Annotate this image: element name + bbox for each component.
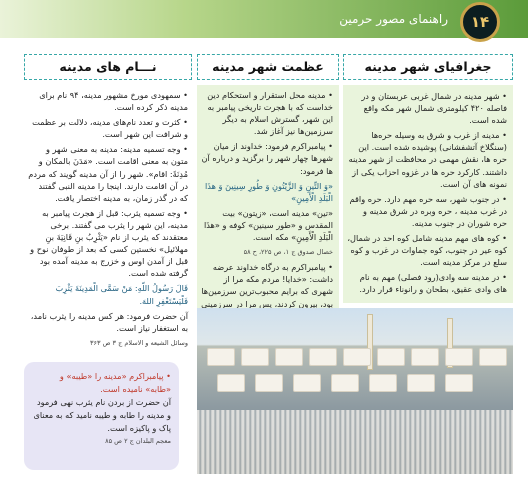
geography-body: [343, 85, 513, 303]
greatness-column: [197, 54, 339, 318]
umbrella-shape: [407, 374, 435, 392]
tayyibah-callout: [24, 362, 179, 470]
umbrella-shape: [217, 374, 245, 392]
greatness-para: • پیامبراکرم به درگاه خداوند عرضه داشت: «خدایا! مردم مکه مرا از شهری که برایم محبوب‌ترین سرزمین‌ها بود، بیرون کردند، پس مرا در سرزمینی: [201, 262, 333, 309]
umbrella-shape: [309, 348, 337, 366]
geography-para: • در مدینه سه وادی(رود فصلی) مهم به نام های وادی عقیق، بطحان و رانوناء قرار دارد.: [359, 272, 507, 295]
umbrella-shape: [479, 348, 507, 366]
greatness-para: • مدینه محل استقرار و استحکام دین خداست که با هجرت تاریخی پیامبر به این شهر، گسترش اسلام به دیگر سرزمین‌ها نیز آغاز شد.: [207, 90, 333, 137]
callout-line: • پیامبراکرم «مدینه را «طیبه» و «طابه» نامیده است.: [59, 371, 171, 394]
geography-title: جغرافیای شهر مدینه: [343, 54, 513, 80]
reference: خصال صدوق ج ۱، ص ۲۲۵، ح ۵۸: [243, 248, 333, 257]
names-para: • وجه تسمیه مدینه: مدینه به معنی شهر و متون به معنی اقامت است. «مَدَنَ بالمکان و مُدِنَةً: اقام». شهر را از آن مدینه گویند که مردم در آن اقامت دارند. اینجا را مدینه النبی گفتند که در گذر زمان، به مدینه اختصار یافت.: [28, 144, 188, 203]
geography-column: [343, 54, 513, 303]
umbrella-shape: [377, 348, 405, 366]
umbrella-shape: [255, 374, 283, 392]
umbrella-shape: [445, 374, 473, 392]
umbrella-shape: [275, 348, 303, 366]
names-para: • وجه تسمیه یثرب: قبل از هجرت پیامبر به مدینه، این شهر را یثرب می گفتند. برخی معتقدند که یثرب از نام «یَثْرِبُ بنِ قَانِیَةَ بنِ مهلائیل» نخستین کسی که بعد از طوفان نوح و قبل از آمدن اوس و خزرج به مدینه آمده بود گرفته شده است.: [30, 207, 188, 279]
quran-verse: «وَ التِّینِ وَ الزَّیْتُونِ وَ طُورِ سِینِینَ وَ هذَا الْبَلَدِ الْأَمِینِ»: [205, 180, 333, 203]
greatness-title: عظمت شهر مدینه: [197, 54, 339, 80]
umbrella-shape: [241, 348, 269, 366]
umbrella-shape: [369, 374, 397, 392]
geography-para: • در جنوب شهر، سه حره مهم دارد. حره واقم در غرب مدینه ، حره وبره در شرق مدینه و حره شوران در جنوب مدینه.: [349, 193, 507, 228]
umbrella-shape: [411, 348, 439, 366]
geography-para: • شهر مدینه در شمال غربی عربستان و در فاصله ۴۲۰ کیلومتری شمال شهر مکه واقع شده است.: [361, 91, 507, 126]
geography-para: • مدینه از غرب و شرق به وسیله حره‌ها (سنگلاخ آتشفشانی) پوشیده شده است. این حره ها، نقش مهمی در محافظت از شهر مدینه داشتند. کارکرد حره ها در غزوه احزاب یکی از نمونه های آن است.: [348, 130, 507, 189]
page-number-badge: ۱۴: [460, 2, 500, 42]
geography-para: • کوه های مهم مدینه شامل کوه احد در شمال، کوه عیر در جنوب، کوه جماوات در غرب و کوه سلع در مرکز مدینه است.: [347, 233, 507, 268]
umbrella-shape: [207, 348, 235, 366]
page-header: [0, 0, 528, 38]
umbrella-shape: [293, 374, 321, 392]
greatness-body: [197, 85, 339, 318]
umbrella-shape: [445, 348, 473, 366]
greatness-para: «تین» مدینه است، «زیتون» بیت المقدس و «طور سینین» کوفه و «هذَا الْبَلَدِ الْأَمِینِ» مکه است.: [203, 207, 333, 243]
reference: وسائل الشیعه و الاسلام ج ۳ ص ۳۶۳: [90, 338, 188, 347]
names-body: [24, 85, 192, 356]
names-para: آن حضرت فرمود: هر کس مدینه را یثرب نامد، به استغفار نیاز است.: [30, 310, 188, 333]
callout-reference: معجم البلدان ج ۲ ص ۸۵: [105, 437, 171, 445]
names-title: نـــام های مدینه: [24, 54, 192, 80]
umbrella-shape: [343, 348, 371, 366]
names-column: [24, 54, 192, 356]
header-title: راهنمای مصور حرمین: [339, 12, 448, 26]
names-para: • سمهودی مورخ مشهور مدینه، ۹۴ نام برای مدینه ذکر کرده است.: [39, 90, 188, 113]
greatness-para: • پیامبراکرم فرمود: خداوند از میان شهرها چهار شهر را برگزید و درباره آن ها فرمود:: [201, 141, 333, 176]
umbrella-shape: [331, 374, 359, 392]
names-para: • کثرت و تعدد نام‌های مدینه، دلالت بر عظمت و شرافت این شهر است.: [32, 117, 188, 140]
callout-line: آن حضرت از بردن نام یثرب نهی فرمود و مدینه را طابه و طیبه نامید که به معنای پاک و پاکیزه است.: [33, 397, 171, 433]
crowd-texture: [197, 410, 513, 474]
hadith: قَالَ رَسُولُ اللّهِ: مَنْ سَمَّى الْمَدِینَةَ یَثْرِبَ فَلْیَسْتَغْفِرِ اللهَ.: [55, 283, 188, 306]
mosque-courtyard-photo: [197, 308, 513, 474]
